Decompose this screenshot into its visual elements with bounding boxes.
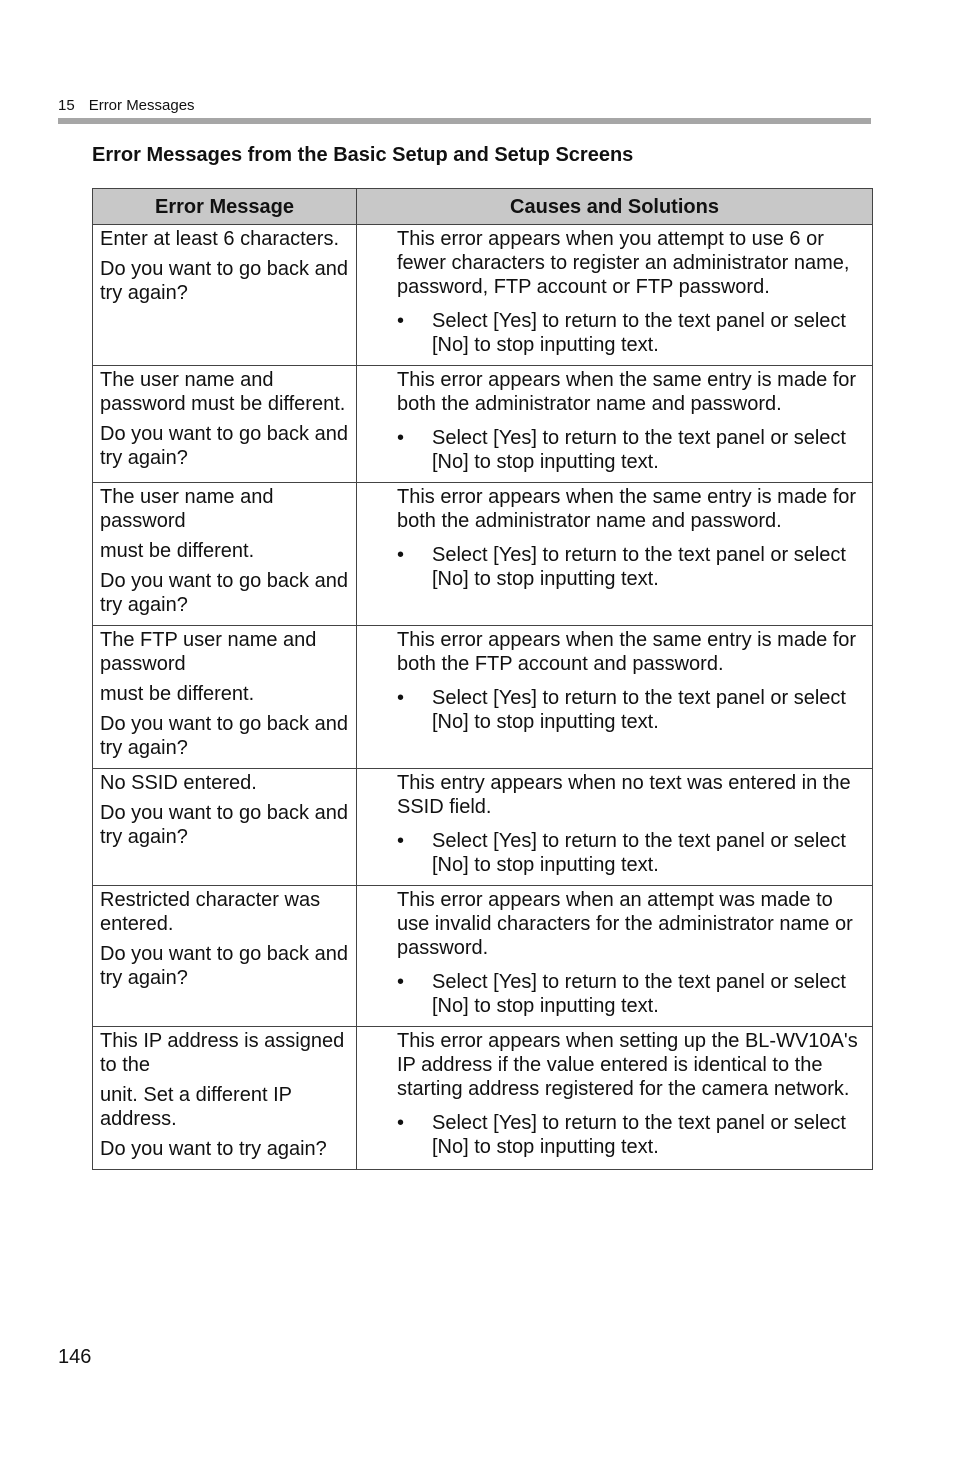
- error-message-text: The user name and password: [100, 486, 274, 532]
- solution-text: Select [Yes] to return to the text panel or select [No] to stop inputting text.: [432, 830, 846, 876]
- error-message-text: The FTP user name and password: [100, 629, 317, 675]
- page-number: 146: [58, 1346, 92, 1368]
- solution-bullet: [397, 970, 866, 1018]
- error-message-text: This IP address is assigned to the: [100, 1030, 345, 1076]
- error-message-text: No SSID entered.: [100, 772, 257, 794]
- cause-text: This error appears when the same entry is made for both the FTP account and password.: [397, 629, 857, 675]
- cause-text: This error appears when the same entry is made for both the administrator name and password.: [397, 486, 857, 532]
- solution-text: Select [Yes] to return to the text panel or select [No] to stop inputting text.: [432, 427, 846, 473]
- error-message-cell: [93, 366, 357, 483]
- error-message-text: Restricted character was entered.: [100, 889, 321, 935]
- table-row: [93, 886, 873, 1027]
- solution-bullet: [397, 309, 866, 357]
- cause-text: This error appears when you attempt to use 6 or fewer characters to register an administrator name, password, FTP account or FTP password.: [397, 228, 850, 298]
- error-message-cell: [93, 769, 357, 886]
- error-messages-table: [92, 188, 873, 1170]
- error-message-cell: [93, 1027, 357, 1170]
- error-message-text: Do you want to go back and try again?: [100, 713, 348, 759]
- error-message-text: unit. Set a different IP address.: [100, 1084, 292, 1130]
- solution-bullet: [397, 1111, 866, 1159]
- solution-bullet: [397, 543, 866, 591]
- table-row: [93, 626, 873, 769]
- error-message-cell: [93, 225, 357, 366]
- error-message-text: Do you want to go back and try again?: [100, 802, 348, 848]
- cause-solution-cell: [357, 626, 873, 769]
- error-message-text: Do you want to go back and try again?: [100, 570, 348, 616]
- solution-bullet: [397, 829, 866, 877]
- error-message-cell: [93, 483, 357, 626]
- error-message-text: Do you want to go back and try again?: [100, 258, 348, 304]
- error-message-text: must be different.: [100, 683, 255, 705]
- bullet-icon: •: [397, 427, 405, 449]
- error-message-text: must be different.: [100, 540, 255, 562]
- running-header: [58, 97, 195, 114]
- solution-text: Select [Yes] to return to the text panel or select [No] to stop inputting text.: [432, 687, 846, 733]
- header-rule: [58, 118, 871, 124]
- table-row: [93, 366, 873, 483]
- solution-bullet: [397, 686, 866, 734]
- cause-solution-cell: [357, 225, 873, 366]
- bullet-icon: •: [397, 971, 405, 993]
- bullet-icon: •: [397, 544, 405, 566]
- solution-text: Select [Yes] to return to the text panel or select [No] to stop inputting text.: [432, 544, 846, 590]
- solution-text: Select [Yes] to return to the text panel or select [No] to stop inputting text.: [432, 1112, 846, 1158]
- cause-solution-cell: [357, 886, 873, 1027]
- solution-bullet: [397, 426, 866, 474]
- bullet-icon: •: [397, 830, 405, 852]
- cause-solution-cell: [357, 366, 873, 483]
- cause-text: This entry appears when no text was entered in the SSID field.: [397, 772, 851, 818]
- column-header-causes-solutions: Causes and Solutions: [357, 189, 873, 225]
- cause-text: This error appears when an attempt was made to use invalid characters for the administrator name or password.: [397, 889, 853, 959]
- cause-text: This error appears when setting up the BL-WV10A's IP address if the value entered is identical to the starting address registered for the camera network.: [397, 1030, 858, 1100]
- error-message-text: Do you want to go back and try again?: [100, 943, 348, 989]
- chapter-number: 15: [58, 97, 75, 114]
- solution-text: Select [Yes] to return to the text panel or select [No] to stop inputting text.: [432, 310, 846, 356]
- bullet-icon: •: [397, 310, 405, 332]
- table-body: [93, 225, 873, 1170]
- solution-text: Select [Yes] to return to the text panel or select [No] to stop inputting text.: [432, 971, 846, 1017]
- error-message-cell: [93, 886, 357, 1027]
- error-message-text: Do you want to try again?: [100, 1138, 327, 1160]
- bullet-icon: •: [397, 687, 405, 709]
- table-row: [93, 1027, 873, 1170]
- error-message-cell: [93, 626, 357, 769]
- table-row: [93, 225, 873, 366]
- chapter-title: Error Messages: [88, 97, 195, 114]
- error-message-text: Do you want to go back and try again?: [100, 423, 348, 469]
- table-row: [93, 769, 873, 886]
- column-header-error-message: Error Message: [93, 189, 357, 225]
- table-header-row: [93, 189, 873, 225]
- error-message-text: Enter at least 6 characters.: [100, 228, 340, 250]
- table-row: [93, 483, 873, 626]
- section-title: Error Messages from the Basic Setup and Setup Screens: [92, 144, 634, 166]
- error-message-text: The user name and password must be different.: [100, 369, 346, 415]
- cause-solution-cell: [357, 1027, 873, 1170]
- bullet-icon: •: [397, 1112, 405, 1134]
- cause-solution-cell: [357, 483, 873, 626]
- cause-text: This error appears when the same entry is made for both the administrator name and password.: [397, 369, 857, 415]
- cause-solution-cell: [357, 769, 873, 886]
